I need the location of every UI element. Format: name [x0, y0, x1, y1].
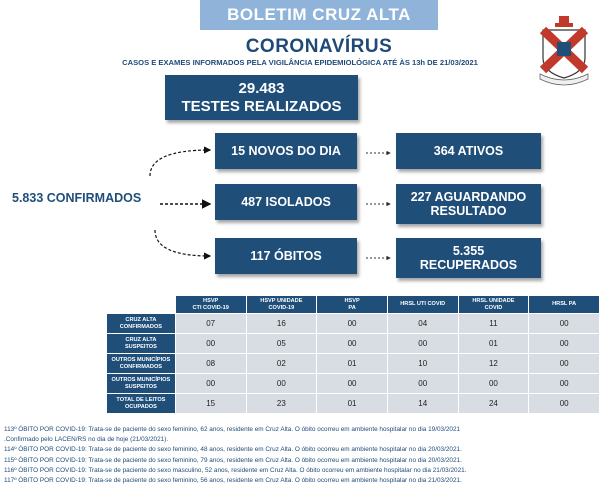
aguardando-line2: RESULTADO: [430, 204, 507, 218]
table-row: [107, 354, 599, 373]
table-cell: 14: [388, 394, 458, 413]
table-cell: 24: [459, 394, 529, 413]
table-row: [107, 314, 599, 333]
table-cell: 00: [247, 374, 317, 393]
table-cell: 00: [317, 374, 387, 393]
obitos-label: 117 ÓBITOS: [250, 248, 322, 263]
row-header: OUTROS MUNICÍPIOS CONFIRMADOS: [107, 354, 175, 373]
table-cell: 02: [247, 354, 317, 373]
recuperados-line2: RECUPERADOS: [419, 258, 518, 272]
testes-value: 29.483: [238, 80, 285, 98]
table-cell: 04: [388, 314, 458, 333]
confirmados-label: 5.833 CONFIRMADOS: [12, 191, 142, 205]
table-cell: 05: [247, 334, 317, 353]
table-cell: 01: [317, 354, 387, 373]
table-cell: 07: [176, 314, 246, 333]
row-header: CRUZ ALTA CONFIRMADOS: [107, 314, 175, 333]
header-band: BOLETIM CRUZ ALTA: [200, 0, 438, 30]
table-cell: 00: [459, 374, 529, 393]
table-cell: 16: [247, 314, 317, 333]
table-row: [107, 374, 599, 393]
ativos-label: 364 ATIVOS: [433, 143, 504, 158]
death-notes: [4, 425, 599, 486]
table-cell: 12: [459, 354, 529, 373]
table-cell: 00: [529, 354, 599, 373]
table-cell: 00: [317, 334, 387, 353]
page-subtitle: CASOS E EXAMES INFORMADOS PELA VIGILÂNCIA EPIDEMIOLÓGICA ATÉ ÀS 13h DE 21/03/2021: [122, 58, 478, 67]
recuperados-line1: 5.355: [452, 243, 485, 258]
isolados-label: 487 ISOLADOS: [241, 194, 331, 209]
note-line: 114º ÓBITO POR COVID-19: Trata-se de paciente do sexo feminino, 48 anos, residente em Cruz Alta. O óbito ocorreu em ambiente hospitalar no dia 20/03/2021.: [4, 446, 462, 454]
page-title: CORONAVÍRUS: [245, 36, 393, 57]
row-header: OUTROS MUNICÍPIOS SUSPEITOS: [107, 374, 175, 393]
table-cell: 00: [529, 374, 599, 393]
col-header: HSVP CTI COVID-19: [176, 296, 246, 313]
table-cell: 01: [317, 394, 387, 413]
table-corner: [107, 296, 175, 313]
table-cell: 10: [388, 354, 458, 373]
table-cell: 00: [529, 394, 599, 413]
table-cell: 01: [459, 334, 529, 353]
row-header: TOTAL DE LEITOS OCUPADOS: [107, 394, 175, 413]
col-header: HSVP UNIDADE COVID-19: [247, 296, 317, 313]
table-cell: 00: [388, 374, 458, 393]
table-cell: 11: [459, 314, 529, 333]
table-cell: 23: [247, 394, 317, 413]
row-header: CRUZ ALTA SUSPEITOS: [107, 334, 175, 353]
testes-label: TESTES REALIZADOS: [181, 97, 342, 115]
hospital-beds-table: [106, 295, 600, 414]
table-cell: 15: [176, 394, 246, 413]
table-cell: 00: [388, 334, 458, 353]
novos-label: 15 NOVOS DO DIA: [231, 143, 341, 158]
table-cell: 00: [529, 334, 599, 353]
col-header: HRSL UNIDADE COVID: [459, 296, 529, 313]
table-cell: 00: [529, 314, 599, 333]
table-row: [107, 394, 599, 413]
table-cell: 08: [176, 354, 246, 373]
table-cell: 00: [176, 374, 246, 393]
col-header: HRSL UTI COVID: [388, 296, 458, 313]
arrow-to-novos: [150, 150, 210, 176]
table-row: [107, 334, 599, 353]
table-cell: 00: [176, 334, 246, 353]
note-line: 115º ÓBITO POR COVID-19: Trata-se de paciente do sexo feminino, 79 anos, residente em Cruz Alta. O óbito ocorreu em ambiente hospitalar no dia 20/03/2021.: [4, 456, 462, 464]
col-header: HSVP PA: [317, 296, 387, 313]
aguardando-line1: 227 AGUARDANDO: [410, 189, 527, 204]
note-line: .Confirmado pelo LACEN/RS no dia de hoje (21/03/2021).: [4, 436, 169, 444]
col-header: HRSL PA: [529, 296, 599, 313]
table-cell: 00: [317, 314, 387, 333]
arrow-to-obitos: [155, 230, 210, 256]
note-line: 113º ÓBITO POR COVID-19: Trata-se de paciente do sexo feminino, 62 anos, residente em Cruz Alta. O óbito ocorreu em ambiente hospitalar no dia 19/03/2021: [4, 426, 461, 433]
note-line: 117º ÓBITO POR COVID-19: Trata-se de paciente do sexo feminino, 56 anos, residente em Cruz Alta. O óbito ocorreu em ambiente hospitalar no dia 21/03/2021.: [4, 477, 462, 485]
note-line: 116º ÓBITO POR COVID-19: Trata-se de paciente do sexo masculino, 52 anos, residente em Cruz Alta. O óbito ocorreu em ambiente hospitalar no dia 21/03/2021.: [4, 466, 467, 474]
